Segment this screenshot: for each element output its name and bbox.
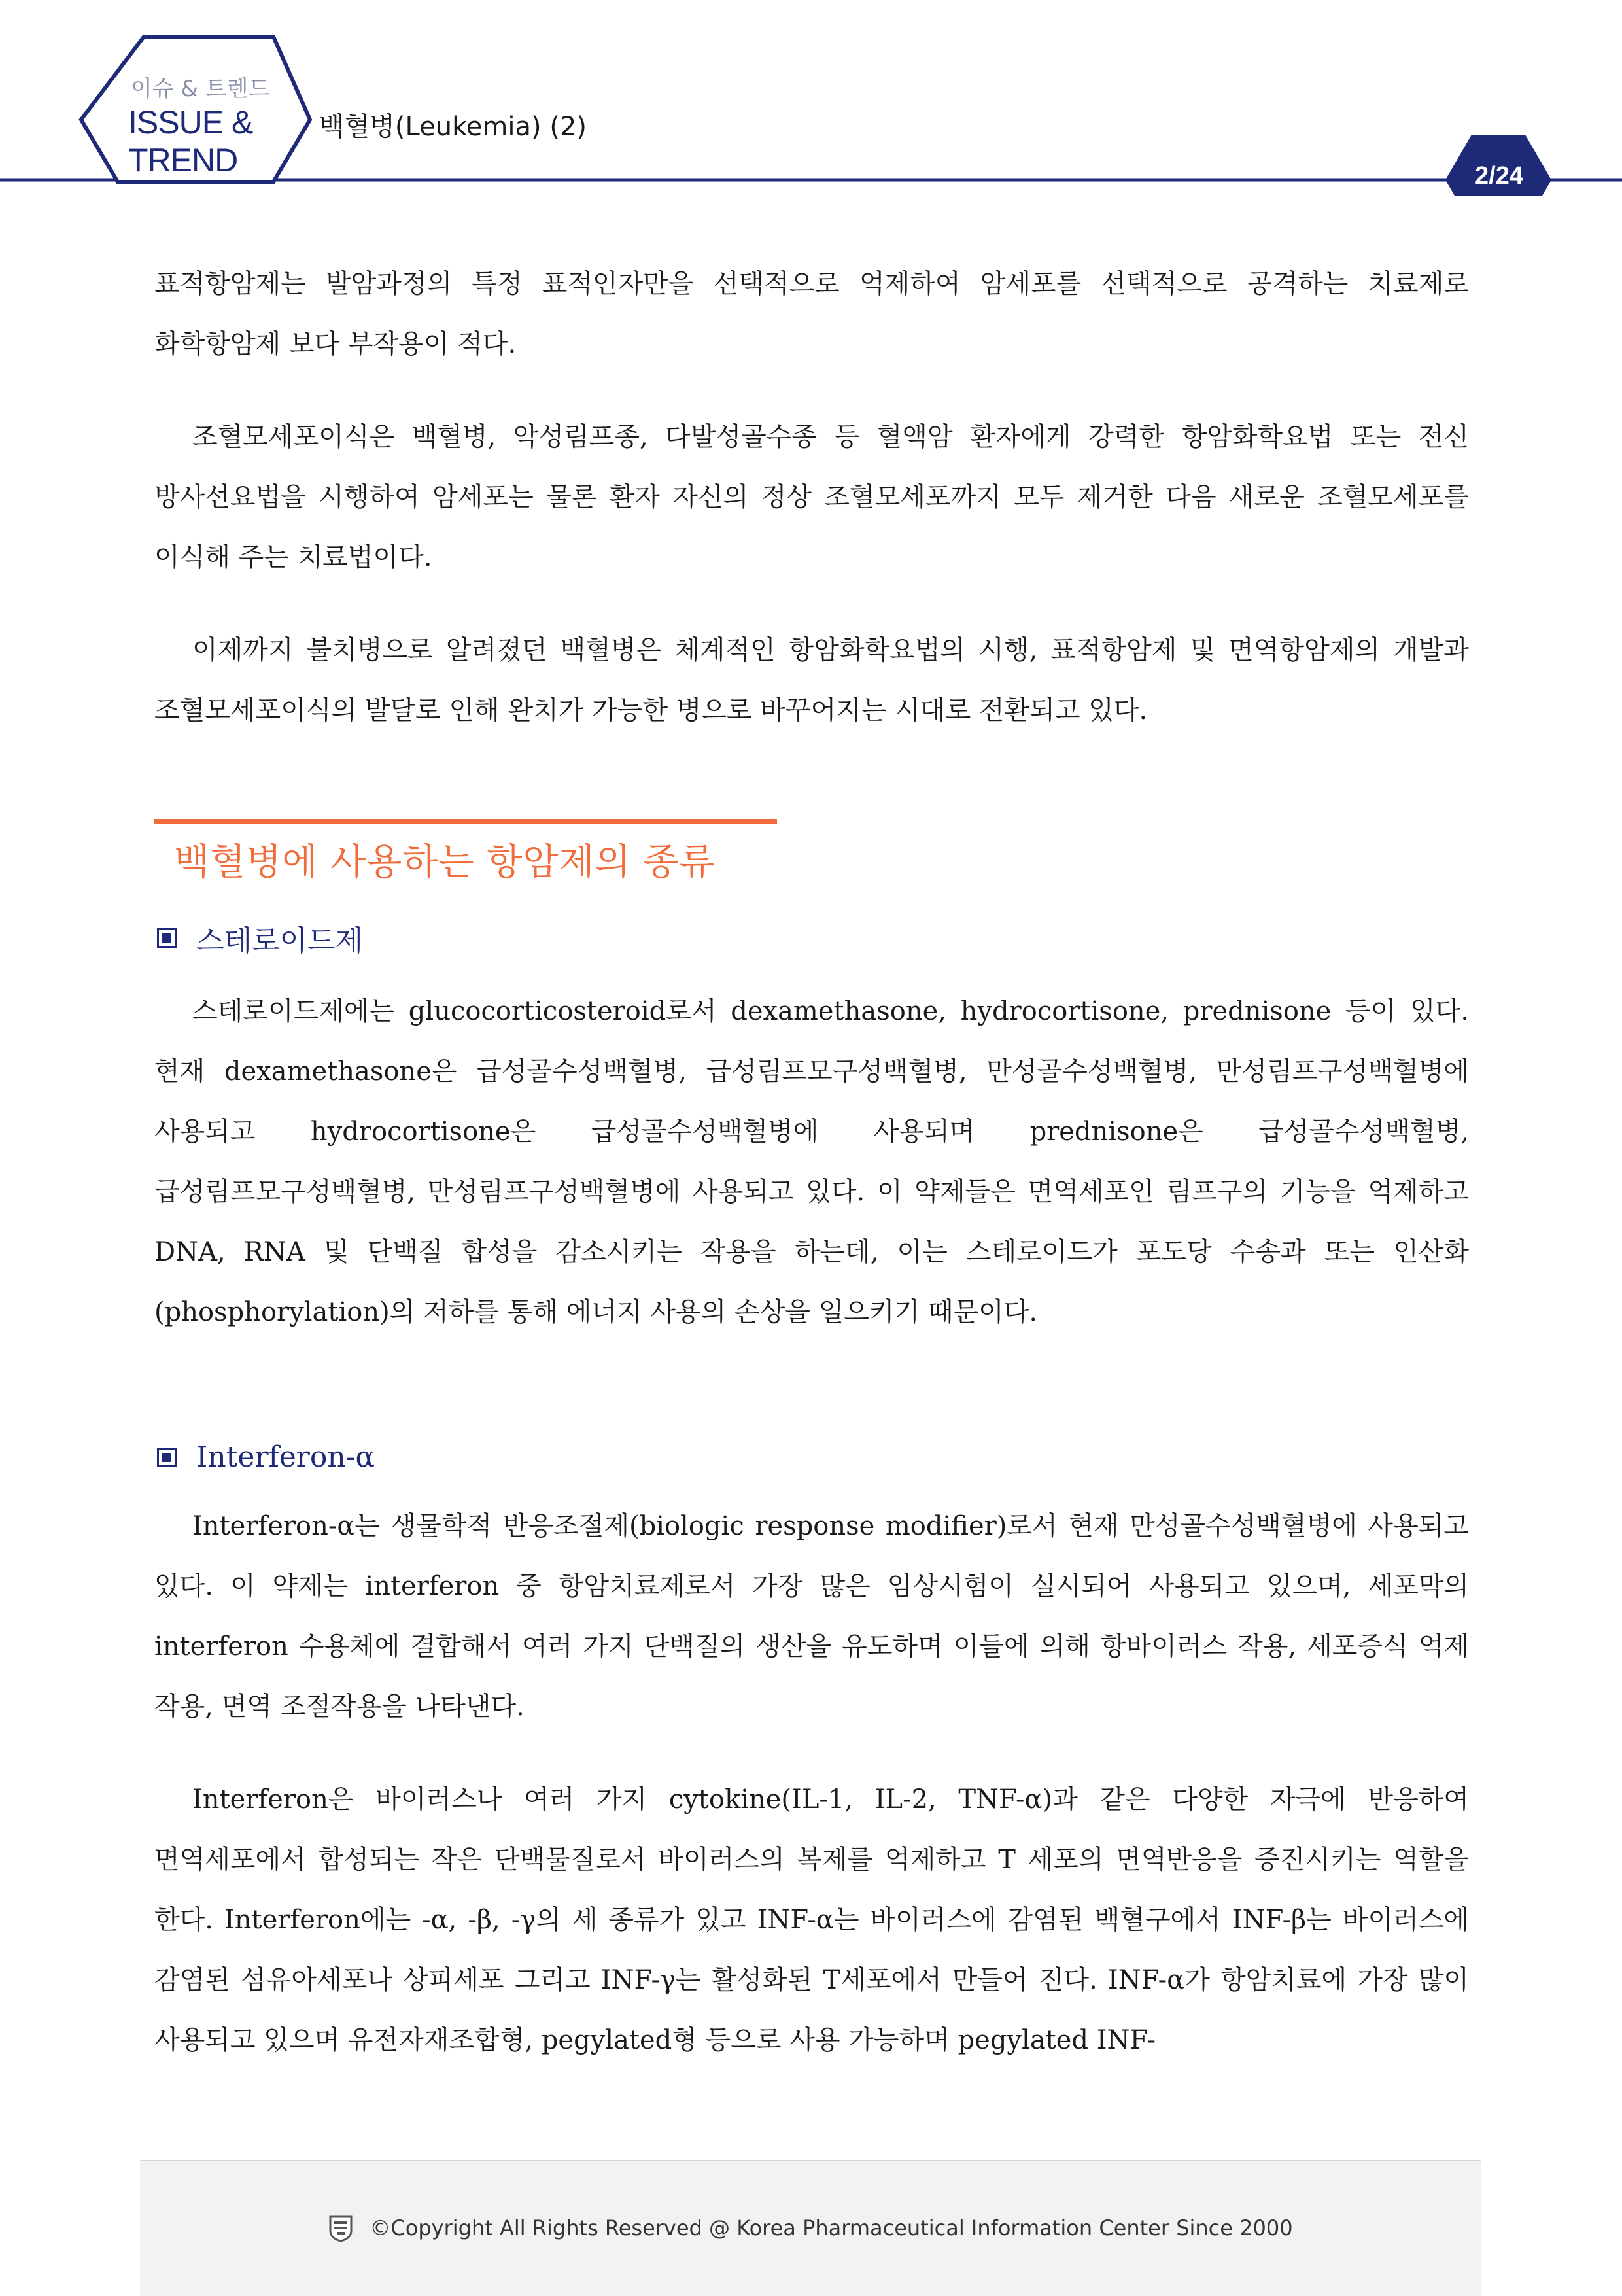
document-title: 백혈병(Leukemia) (2) (319, 112, 587, 142)
page-header (0, 0, 1622, 196)
subsection-heading-text: Interferon-α (196, 1440, 375, 1474)
page-footer (140, 2160, 1481, 2296)
subsection-heading-interferon (154, 1440, 1469, 1474)
interferon-paragraph-2: Interferon은 바이러스나 여러 가지 cytokine(IL-1, IL-2, TNF-α)과 같은 다양한 자극에 반응하여 면역세포에서 합성되는 작은 단백물질로서 바이러스의 복제를 억제하고 T 세포의 면역반응을 증진시키는 역할을 한다. Interferon에는 -α, -β, -γ의 세 종류가 있고 INF-α는 바이러스에 감염된 백혈구에서 INF-β는 바이러스에 감염된 섬유아세포나 상피세포 그리고 INF-γ는 활성화된 T세포에서 만들어 진다. INF-α가 항암치료에 가장 많이 사용되고 있으며 유전자재조합형, pegylated형 등으로 사용 가능하며 pegylated INF- (154, 1784, 1469, 2055)
intro-paragraph-3: 이제까지 불치병으로 알려졌던 백혈병은 체계적인 항암화학요법의 시행, 표적항암제 및 면역항암제의 개발과 조혈모세포이식의 발달로 인해 완치가 가능한 병으로 바꾸어지는 시대로 전환되고 있다. (154, 635, 1469, 725)
logo-line-2: TREND (128, 142, 238, 179)
subsection-heading-text: 스테로이드제 (196, 924, 364, 958)
subsection-heading-steroid (154, 917, 1469, 959)
interferon-paragraph-1: Interferon-α는 생물학적 반응조절제(biologic response modifier)로서 현재 만성골수성백혈병에 사용되고 있다. 이 약제는 interferon 중 항암치료제로서 가장 많은 임상시험이 실시되어 사용되고 있으며, 세포막의 interferon 수용체에 결합해서 여러 가지 단백질의 생산을 유도하며 이들에 의해 항바이러스 작용, 세포증식 억제 작용, 면역 조절작용을 나타낸다. (154, 1511, 1469, 1722)
page-number: 2/24 (1475, 162, 1523, 190)
logo-korean-text: 이슈 & 트렌드 (131, 76, 270, 102)
seal-icon (328, 2214, 354, 2242)
square-bullet-icon (157, 1448, 177, 1467)
square-bullet-icon (157, 928, 177, 948)
intro-paragraph-2: 조혈모세포이식은 백혈병, 악성림프종, 다발성골수종 등 혈액암 환자에게 강력한 항암화학요법 또는 전신 방사선요법을 시행하여 암세포는 물론 환자 자신의 정상 조혈모세포까지 모두 제거한 다음 새로운 조혈모세포를 이식해 주는 치료법이다. (154, 422, 1469, 572)
footer-content (140, 2214, 1481, 2242)
copyright-text: ©Copyright All Rights Reserved @ Korea Pharmaceutical Information Center Since 2000 (370, 2216, 1293, 2240)
section-divider (154, 819, 777, 824)
logo-english-text (128, 103, 252, 179)
steroid-paragraph: 스테로이드제에는 glucocorticosteroid로서 dexamethasone, hydrocortisone, prednisone 등이 있다. 현재 dexamethasone은 급성골수성백혈병, 급성림프모구성백혈병, 만성골수성백혈병, 만성림프구성백혈병에 사용되고 hydrocortisone은 급성골수성백혈병에 사용되며 prednisone은 급성골수성백혈병, 급성림프모구성백혈병, 만성림프구성백혈병에 사용되고 있다. 이 약제들은 면역세포인 림프구의 기능을 억제하고 DNA, RNA 및 단백질 합성을 감소시키는 작용을 하는데, 이는 스테로이드가 포도당 수송과 또는 인산화(phosphorylation)의 저하를 통해 에너지 사용의 손상을 일으키기 때문이다. (154, 996, 1469, 1327)
intro-paragraph-1: 표적항암제는 발암과정의 특정 표적인자만을 선택적으로 억제하여 암세포를 선택적으로 공격하는 치료제로 화학항암제 보다 부작용이 적다. (154, 269, 1469, 359)
section-title: 백혈병에 사용하는 항암제의 종류 (174, 841, 716, 884)
logo-line-1: ISSUE & (128, 104, 253, 141)
document-body (154, 254, 1469, 2103)
